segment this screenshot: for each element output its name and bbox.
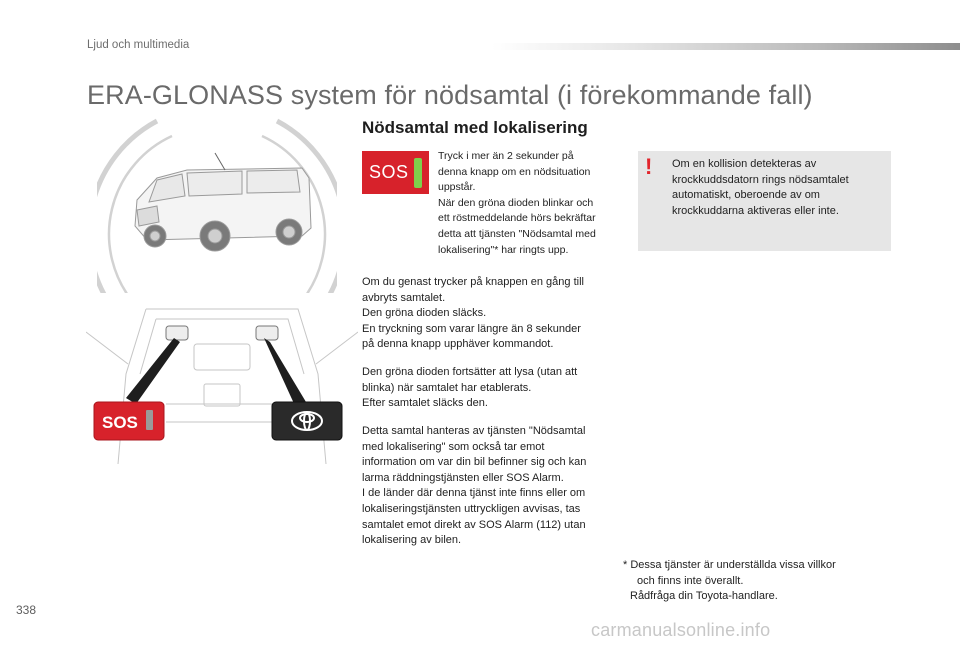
text-line: med lokalisering" som också tar emot <box>362 440 545 453</box>
text-line: Den gröna dioden släcks. <box>362 307 487 320</box>
footnote-line: * Dessa tjänster är underställda vissa villkor <box>623 559 836 571</box>
text-line: Om du genast trycker på knappen en gång till <box>362 276 584 288</box>
text-line: uppstår. <box>438 181 476 194</box>
watermark: carmanualsonline.info <box>591 620 771 640</box>
text-line: lokalisering"* har ringts upp. <box>438 243 569 256</box>
text-line: krockkuddarna aktiveras eller inte. <box>672 204 839 217</box>
text-line: En tryckning som varar längre än 8 sekunder <box>362 322 581 335</box>
sos-callout <box>94 402 164 440</box>
text-line: information om var din bil befinner sig och kan <box>362 456 587 469</box>
page-number: 338 <box>16 603 37 617</box>
section-subtitle: Nödsamtal med lokalisering <box>362 118 588 137</box>
text-line: på denna knapp upphäver kommandot. <box>362 338 554 351</box>
text-line: avbryts samtalet. <box>362 291 446 304</box>
toyota-callout <box>272 402 342 440</box>
text-line: Efter samtalet släcks den. <box>362 397 488 410</box>
footnote-line: och finns inte överallt. <box>637 574 744 587</box>
header-gradient-bar <box>492 43 960 50</box>
exclamation-icon: ! <box>645 154 653 179</box>
text-line: Detta samtal hanteras av tjänsten "Nödsamtal <box>362 425 586 437</box>
text-line: Tryck i mer än 2 sekunder på <box>438 150 574 162</box>
green-led-icon <box>414 158 422 188</box>
pointer-arrows <box>126 338 306 408</box>
sos-label: SOS <box>102 413 138 432</box>
text-line: automatiskt, oberoende av om <box>672 189 820 202</box>
roof-console-outline <box>86 309 358 464</box>
text-line: denna knapp om en nödsituation <box>438 165 591 178</box>
text-line: samtalet emot direkt av SOS Alarm (112) utan <box>362 518 586 531</box>
text-line: blinka) när samtalet har etablerats. <box>362 381 532 394</box>
warning-text <box>672 157 882 219</box>
text-line: Den gröna dioden fortsätter att lysa (utan att <box>362 366 578 378</box>
instruction-paragraph-2 <box>362 275 612 353</box>
sos-button-icon <box>362 151 429 194</box>
sos-button-label: SOS <box>369 162 409 182</box>
van-illustration <box>97 118 337 293</box>
text-line: detta att tjänsten "Nödsamtal med <box>438 227 596 240</box>
text-line: lokaliseringstjänsten uttryckligen avvisas, tas <box>362 502 581 515</box>
instruction-paragraph-4 <box>362 424 617 549</box>
text-line: lokalisering av bilen. <box>362 534 462 547</box>
text-line: krockkuddsdatorn rings nödsamtalet <box>672 173 849 186</box>
footnote-line: Rådfråga din Toyota-handlare. <box>630 590 778 603</box>
footnote <box>623 558 913 605</box>
instruction-paragraph-3 <box>362 365 612 412</box>
instruction-paragraph-1 <box>438 149 623 258</box>
text-line: larma räddningstjänsten eller SOS Alarm. <box>362 471 564 484</box>
text-line: I de länder där denna tjänst inte finns eller om <box>362 487 586 500</box>
van-icon <box>135 153 311 251</box>
small-buttons <box>166 326 278 340</box>
page-title: ERA-GLONASS system för nödsamtal (i förekommande fall) <box>87 80 813 110</box>
text-line: Om en kollision detekteras av <box>672 158 817 170</box>
console-illustration <box>86 304 358 469</box>
text-line: När den gröna dioden blinkar och <box>438 196 594 209</box>
text-line: ett röstmeddelande hörs bekräftar <box>438 212 596 225</box>
section-label: Ljud och multimedia <box>87 39 190 51</box>
